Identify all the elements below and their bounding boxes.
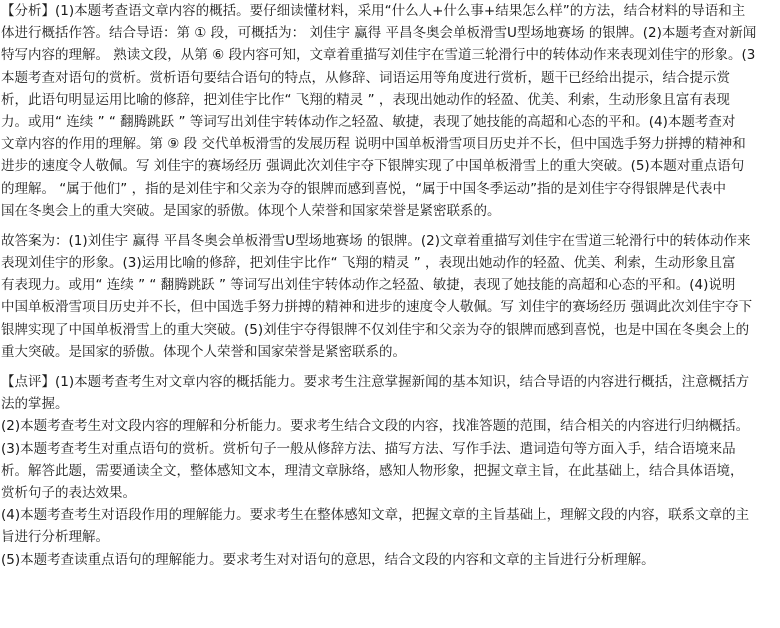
answer-line: 故答案为：(1)刘佳宇 赢得 平昌冬奥会单板滑雪U型场地赛场 的银牌。(2)文章着重描写刘佳宇在雪道三轮滑行中的转体动作来 [1,232,751,249]
comment-line: (5)本题考查读重点语句的理解能力。要求考生对对语句的意思，结合文段的内容和文章的主旨进行分析理解。 [1,551,655,568]
comment-line: 析。解答此题，需要通读全文，整体感知文本，理清文章脉络，感知人物形象，把握文章主旨，在此基础上，结合具体语境， [1,462,744,479]
analysis-line: 力。或用“ 连续 ” “ 翻腾跳跃 ” 等词写出刘佳宇转体动作之轻盈、敏捷，表现了她技能的高超和心态的平和。(4)本题考查对 [1,113,736,130]
answer-section [1,230,780,363]
analysis-line: 体进行概括作答。结合导语：第 ① 段，可概括为： 刘佳宇 赢得 平昌冬奥会单板滑雪U型场地赛场 的银牌。(2)本题考查对新闻 [1,25,757,42]
section-spacer [1,363,780,371]
comment-line: (3)本题考查考生对重点语句的赏析。赏析句子一般从修辞方法、描写方法、写作手法、遣词造句等方面入手，结合语境来品 [1,440,736,457]
analysis-line: 进步的速度令人敬佩。写 刘佳宇的赛场经历 强调此次刘佳宇夺下银牌实现了中国单板滑雪上的重大突破。(5)本题对重点语句 [1,158,745,175]
comment-section [1,371,780,571]
comment-line: 【点评】(1)本题考查考生对文章内容的概括能力。要求考生注意掌握新闻的基本知识，结合导语的内容进行概括，注意概括方 [1,374,750,390]
comment-line: 赏析句子的表达效果。 [1,484,136,501]
analysis-line: 的理解。 “属于他们” ，指的是刘佳宇和父亲为夺的银牌而感到喜悦，“属于中国冬季运动”指的是刘佳宇夺得银牌是代表中 [1,180,727,197]
comment-line: (4)本题考查考生对语段作用的理解能力。要求考生在整体感知文章，把握文章的主旨基础上，理解文段的内容，联系文章的主 [1,507,750,524]
analysis-section [1,0,780,222]
answer-line: 表现刘佳宇的形象。(3)运用比喻的修辞，把刘佳宇比作“ 飞翔的精灵 ” ，表现出她动作的轻盈、优美、利索，生动形象且富 [1,255,736,272]
section-spacer [1,222,780,230]
analysis-line: 特写内容的理解。 熟读文段，从第 ⑥ 段内容可知，文章着重描写刘佳宇在雪道三轮滑行中的转体动作来表现刘佳宇的形象。(3 [1,47,756,64]
answer-line: 重大突破。是国家的骄傲。体现个人荣誉和国家荣誉是紧密联系的。 [1,343,406,360]
comment-line: 法的掌握。 [1,396,69,413]
analysis-line: 文章内容的作用的理解。第 ⑨ 段 交代单板滑雪的发展历程 说明中国单板滑雪项目历史并不长，但中国选手努力拼搏的精神和 [1,136,746,153]
analysis-line: 国在冬奥会上的重大突破。是国家的骄傲。体现个人荣誉和国家荣誉是紧密联系的。 [1,202,501,219]
analysis-line: 析，此语句明显运用比喻的修辞，把刘佳宇比作“ 飞翔的精灵 ” ，表现出她动作的轻盈、优美、利索，生动形象且富有表现 [1,91,730,108]
comment-line: (2)本题考查考生对文段内容的理解和分析能力。要求考生结合文段的内容，找准答题的范围，结合相关的内容进行归纳概括。 [1,418,750,435]
analysis-line: 本题考查对语句的赏析。赏析语句要结合语句的特点，从修辞、词语运用等角度进行赏析，题干已经给出提示，结合提示赏 [1,69,730,86]
answer-line: 有表现力。或用“ 连续 ” “ 翻腾跳跃 ” 等词写出刘佳宇转体动作之轻盈、敏捷，表现了她技能的高超和心态的平和。(4)说明 [1,277,736,294]
analysis-line: 【分析】(1)本题考查语文章内容的概括。要仔细读懂材料，采用“什么人+什么事+结果怎么样”的方法，结合材料的导语和主 [1,3,746,19]
answer-line: 中国单板滑雪项目历史并不长，但中国选手努力拼搏的精神和进步的速度令人敬佩。写 刘佳宇的赛场经历 强调此次刘佳宇夺下 [1,299,753,316]
answer-line: 银牌实现了中国单板滑雪上的重大突破。(5)刘佳宇夺得银牌不仅刘佳宇和父亲为夺的银牌而感到喜悦，也是中国在冬奥会上的 [1,321,750,338]
comment-line: 旨进行分析理解。 [1,529,109,546]
